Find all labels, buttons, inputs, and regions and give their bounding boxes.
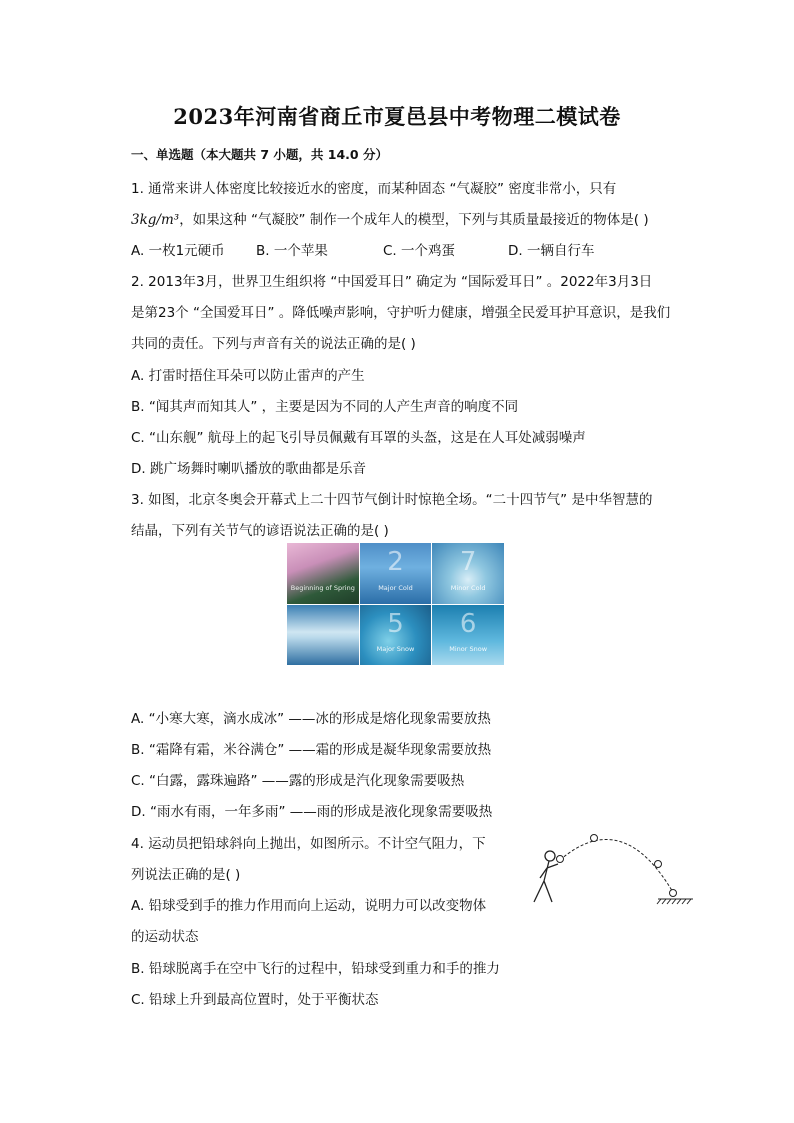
q1-text-line2-rest: ，如果这种 “气凝胶” 制作一个成年人的模型，下列与其质量最接近的物体是( ) [179,212,649,228]
photo-tile-minor-snow: 6 Minor Snow [432,605,504,666]
q1-option-b: B. 一个苹果 [256,243,328,259]
page-title: 2023年河南省商丘市夏邑县中考物理二模试卷 [173,104,621,129]
q2-text-line2: 是第23个 “全国爱耳日” 。降低噪声影响，守护听力健康，增强全民爱耳护耳意识，是我们 [131,305,671,321]
q3-text-line1: 3. 如图，北京冬奥会开幕式上二十四节气倒计时惊艳全场。“二十四节气” 是中华智慧的 [131,492,653,508]
q2-option-c: C. “山东舰” 航母上的起飞引导员佩戴有耳罩的头盔，这是在人耳处减弱噪声 [131,430,586,446]
q2-option-a: A. 打雷时捂住耳朵可以防止雷声的产生 [131,368,365,384]
photo-tile-minor-cold: 7 Minor Cold [432,543,504,604]
ball-descending [655,861,662,868]
q3-option-c: C. “白露，露珠遍路” ——露的形成是汽化现象需要吸热 [131,773,465,789]
ball-top [591,835,598,842]
photo-tile-spring: Beginning of Spring [287,543,359,604]
q4-text-line2: 列说法正确的是( ) [131,867,241,883]
section-heading: 一、单选题（本大题共 7 小题，共 14.0 分） [131,147,388,162]
q1-option-c: C. 一个鸡蛋 [383,243,456,259]
q1-density-unit: 3kg/m³ [131,212,180,228]
q2-option-d: D. 跳广场舞时喇叭播放的歌曲都是乐音 [131,461,366,477]
q4-text-line1: 4. 运动员把铅球斜向上抛出，如图所示。不计空气阻力，下 [131,836,486,852]
q3-option-b: B. “霜降有霜，米谷满仓” ——霜的形成是凝华现象需要放热 [131,742,492,758]
photo-tile-snowfield [287,605,359,666]
solar-terms-photo [287,543,504,665]
q4-option-c: C. 铅球上升到最高位置时，处于平衡状态 [131,992,379,1008]
q1-option-d: D. 一辆自行车 [508,243,595,259]
q1-text-line1: 1. 通常来讲人体密度比较接近水的密度，而某种固态 “气凝胶” 密度非常小，只有 [131,181,617,197]
q4-option-a-line1: A. 铅球受到手的推力作用而向上运动，说明力可以改变物体 [131,898,487,914]
ball-landing [670,890,677,897]
q4-option-a-line2: 的运动状态 [131,929,199,945]
photo-tile-major-cold: 2 Major Cold [360,543,432,604]
q2-text-line3: 共同的责任。下列与声音有关的说法正确的是( ) [131,336,416,352]
q1-text-line2 [131,208,649,228]
athlete-figure [534,851,558,902]
ball-start [557,856,564,863]
ground-line [657,899,693,904]
q2-option-b: B. “闻其声而知其人” ，主要是因为不同的人产生声音的响度不同 [131,399,519,415]
q2-text-line1: 2. 2013年3月，世界卫生组织将 “中国爱耳日” 确定为 “国际爱耳日” 。2022年3月3日 [131,274,653,290]
photo-tile-major-snow: 5 Major Snow [360,605,432,666]
shot-put-diagram [528,826,694,908]
q3-text-line2: 结晶，下列有关节气的谚语说法正确的是( ) [131,523,389,539]
q3-option-d: D. “雨水有雨，一年多雨” ——雨的形成是液化现象需要吸热 [131,804,493,820]
q4-option-b: B. 铅球脱离手在空中飞行的过程中，铅球受到重力和手的推力 [131,961,500,977]
q1-option-a: A. 一枚1元硬币 [131,243,225,259]
q3-option-a: A. “小寒大寒，滴水成冰” ——冰的形成是熔化现象需要放热 [131,711,491,727]
